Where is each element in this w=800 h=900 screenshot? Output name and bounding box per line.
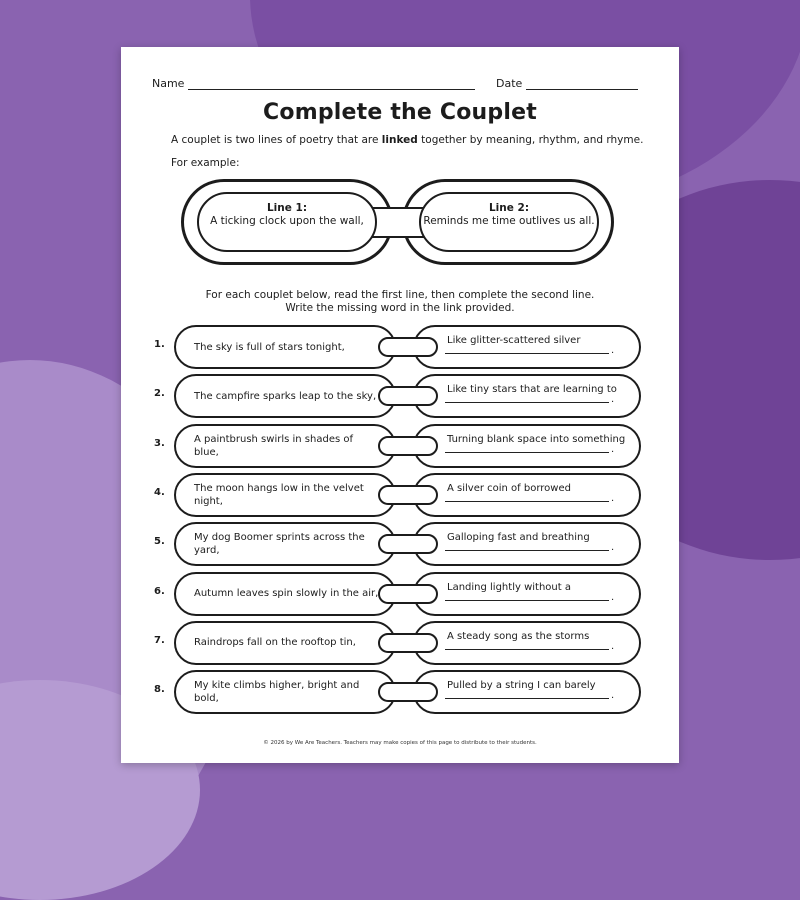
couplet-number: 5.	[154, 536, 165, 548]
second-line-text: Galloping fast and breathing	[447, 532, 590, 544]
connector-link	[378, 386, 438, 406]
connector-link	[378, 633, 438, 653]
blank-period: .	[611, 492, 615, 504]
first-line-text: The sky is full of stars tonight,	[194, 341, 345, 353]
date-field[interactable]	[496, 77, 638, 90]
answer-blank[interactable]	[445, 600, 609, 601]
second-line-text: A steady song as the storms	[447, 630, 590, 642]
couplet-number: 4.	[154, 486, 165, 498]
page-title: Complete the Couplet	[263, 100, 537, 125]
first-line-link	[174, 572, 396, 616]
couplet-number: 6.	[154, 585, 165, 597]
couplet-row	[121, 621, 679, 665]
answer-blank[interactable]	[445, 649, 609, 650]
blank-period: .	[611, 443, 615, 455]
first-line-text: Autumn leaves spin slowly in the air,	[194, 588, 379, 599]
name-label: Name	[152, 77, 185, 90]
answer-blank[interactable]	[445, 550, 609, 551]
blank-period: .	[611, 542, 615, 554]
couplet-row	[121, 473, 679, 517]
first-line-link	[174, 325, 396, 369]
connector-link	[378, 485, 438, 505]
example-label: For example:	[171, 157, 240, 169]
first-line-link	[174, 670, 396, 714]
answer-blank[interactable]	[445, 353, 609, 354]
first-line-text: Raindrops fall on the rooftop tin,	[194, 637, 356, 649]
second-line-text: Like tiny stars that are learning to	[447, 384, 617, 396]
second-line-link	[413, 621, 641, 665]
couplet-row	[121, 572, 679, 616]
name-field[interactable]	[152, 77, 475, 90]
example-line1	[197, 192, 377, 252]
second-line-text: Turning blank space into something	[447, 433, 626, 445]
second-line-link	[413, 325, 641, 369]
connector-link	[378, 682, 438, 702]
couplet-row	[121, 522, 679, 566]
couplet-number: 1.	[154, 339, 165, 350]
example-line1-text: A ticking clock upon the wall,	[210, 215, 364, 227]
couplet-row	[121, 424, 679, 468]
first-line-link	[174, 621, 396, 665]
first-line-text: The moon hangs low in the velvet night,	[194, 482, 364, 507]
couplet-number: 2.	[154, 388, 165, 400]
first-line-link	[174, 473, 396, 517]
date-line[interactable]	[526, 80, 638, 90]
second-line-text: A silver coin of borrowed	[447, 482, 571, 494]
first-line-link	[174, 424, 396, 468]
blank-period: .	[611, 345, 615, 356]
answer-blank[interactable]	[445, 402, 609, 403]
second-line-text: Like glitter-scattered silver	[447, 335, 581, 346]
couplet-number: 8.	[154, 684, 165, 696]
connector-link	[378, 584, 438, 604]
example-line1-label: Line 1:	[266, 202, 308, 214]
answer-blank[interactable]	[445, 698, 609, 699]
blank-period: .	[611, 394, 615, 406]
answer-blank[interactable]	[445, 501, 609, 502]
second-line-link	[413, 670, 641, 714]
blank-period: .	[611, 690, 615, 702]
first-line-text: My dog Boomer sprints across the yard,	[194, 532, 365, 557]
instructions: For each couplet below, read the first line, then complete the second line. Write the missing word in the link provided.	[205, 289, 595, 314]
second-line-link	[413, 473, 641, 517]
intro-text: A couplet is two lines of poetry that are linked together by meaning, rhythm, and rhyme.	[171, 134, 644, 146]
first-line-link	[174, 374, 396, 418]
name-line[interactable]	[188, 80, 475, 90]
second-line-link	[413, 374, 641, 418]
first-line-text: My kite climbs higher, bright and bold,	[194, 680, 360, 705]
blank-period: .	[611, 591, 615, 603]
connector-link	[378, 534, 438, 554]
second-line-text: Landing lightly without a	[447, 581, 571, 593]
second-line-link	[413, 572, 641, 616]
couplet-row	[121, 325, 679, 369]
example-line2-text: Reminds me time outlives us all.	[423, 215, 595, 227]
couplet-row	[121, 374, 679, 418]
second-line-link	[413, 522, 641, 566]
first-line-text: The campfire sparks leap to the sky,	[194, 390, 377, 402]
second-line-text: Pulled by a string I can barely	[447, 680, 596, 692]
couplet-number: 3.	[154, 437, 165, 449]
connector-link	[378, 436, 438, 456]
copyright-footer: © 2026 by We Are Teachers. Teachers may make copies of this page to distribute to their students.	[263, 740, 537, 746]
blank-period: .	[611, 640, 615, 652]
couplet-number: 7.	[154, 634, 165, 646]
second-line-link	[413, 424, 641, 468]
answer-blank[interactable]	[445, 452, 609, 453]
first-line-text: A paintbrush swirls in shades of blue,	[194, 433, 353, 458]
worksheet-page	[121, 47, 679, 763]
date-label: Date	[496, 77, 523, 90]
connector-link	[378, 337, 438, 357]
first-line-link	[174, 522, 396, 566]
example-line2-label: Line 2:	[488, 202, 530, 214]
couplet-row	[121, 670, 679, 714]
example-line2	[419, 192, 599, 252]
